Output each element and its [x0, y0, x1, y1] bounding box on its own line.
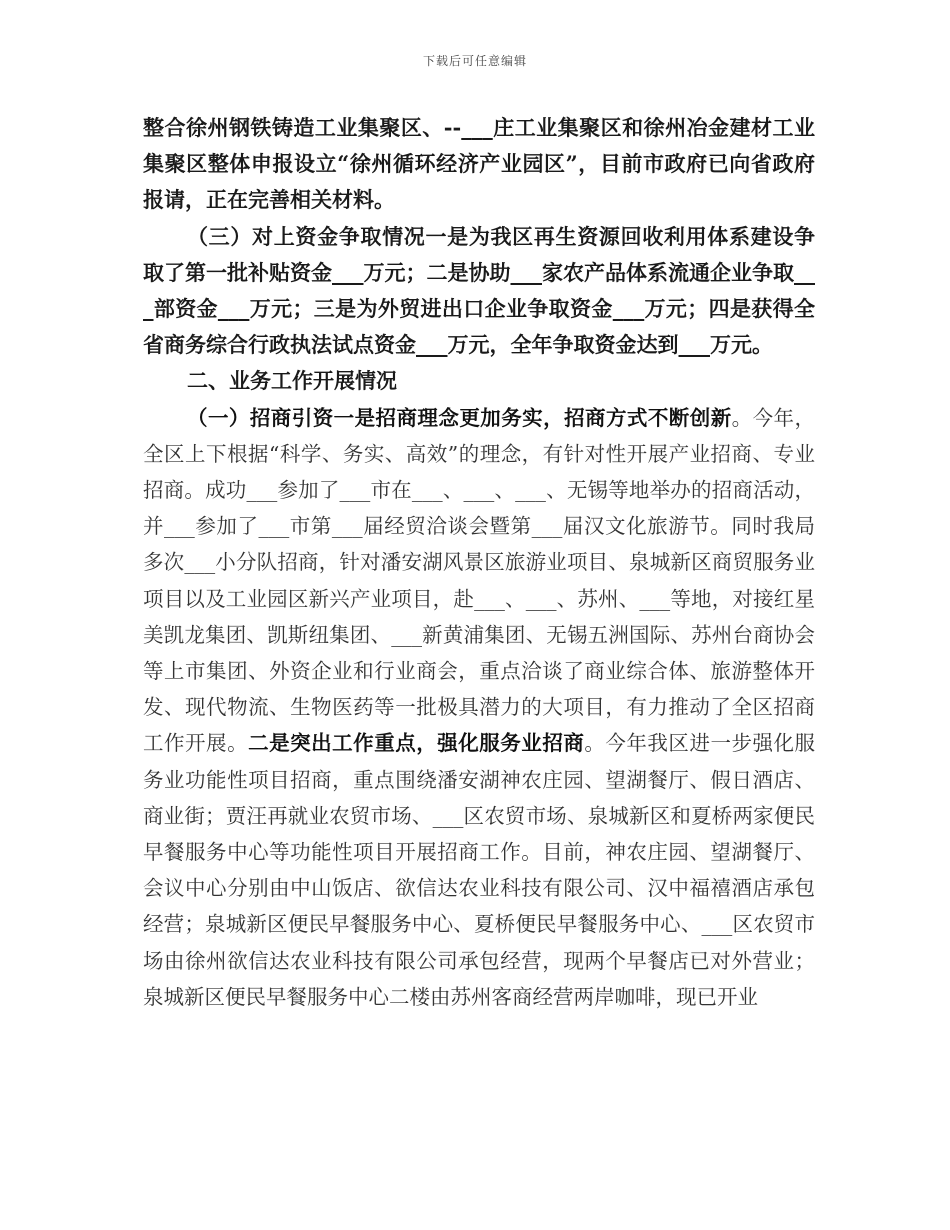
investment-text-2: 。今年我区进一步强化服务业功能性项目招商，重点围绕潘安湖神农庄园、望湖餐厅、假日酒店、商业街；贾汪再就业农贸市场、___区农贸市场、泉城新区和夏桥两家便民早餐服务中心等功能性项目开展招商工作。目前，神农庄园、望湖餐厅、会议中心分别由中山饭店、欲信达农业科技有限公司、汉中福禧酒店承包经营；泉城新区便民早餐服务中心、夏桥便民早餐服务中心、___区农贸市场由徐州欲信达农业科技有限公司承包经营，现两个早餐店已对外营业；泉城新区便民早餐服务中心二楼由苏州客商经营两岸咖啡，现已开业 [143, 731, 816, 1009]
paragraph-industrial-park: 整合徐州钢铁铸造工业集聚区、--___庄工业集聚区和徐州冶金建材工业集聚区整体申报设立“徐州循环经济产业园区”，目前市政府已向省政府报请，正在完善相关材料。 [143, 115, 815, 213]
paragraph-investment [143, 400, 815, 1015]
page-header: 下载后可任意编辑 [422, 54, 527, 68]
paragraph-funding: （三）对上资金争取情况一是为我区再生资源回收利用体系建设争取了第一批补贴资金___万元；二是协助___家农产品体系流通企业争取___部资金___万元；三是为外贸进出口企业争取资金___万元；四是获得全省商务综合行政执法试点资金___万元，全年争取资金达到___万元。 [143, 223, 815, 358]
investment-text-1: 。今年，全区上下根据“科学、务实、高效”的理念，有针对性开展产业招商、专业招商。成功___参加了___市在___、___、___、无锡等地举办的招商活动，并___参加了___市第___届经贸洽谈会暨第___届汉文化旅游节。同时我局多次___小分队招商，针对潘安湖风景区旅游业项目、泉城新区商贸服务业项目以及工业园区新兴产业项目，赴___、___、苏州、___等地，对接红星美凯龙集团、凯斯纽集团、___新黄浦集团、无锡五洲国际、苏州台商协会等上市集团、外资企业和行业商会，重点洽谈了商业综合体、旅游整体开发、现代物流、生物医药等一批极具潜力的大项目，有力推动了全区招商工作开展。 [143, 405, 816, 756]
document-body [143, 110, 815, 1015]
section-heading-business-work: 二、业务工作开展情况 [187, 368, 397, 394]
service-industry-heading: 二是突出工作重点，强化服务业招商 [248, 731, 585, 756]
investment-lead-heading: （一）招商引资一是招商理念更加务实，招商方式不断创新 [187, 405, 732, 430]
